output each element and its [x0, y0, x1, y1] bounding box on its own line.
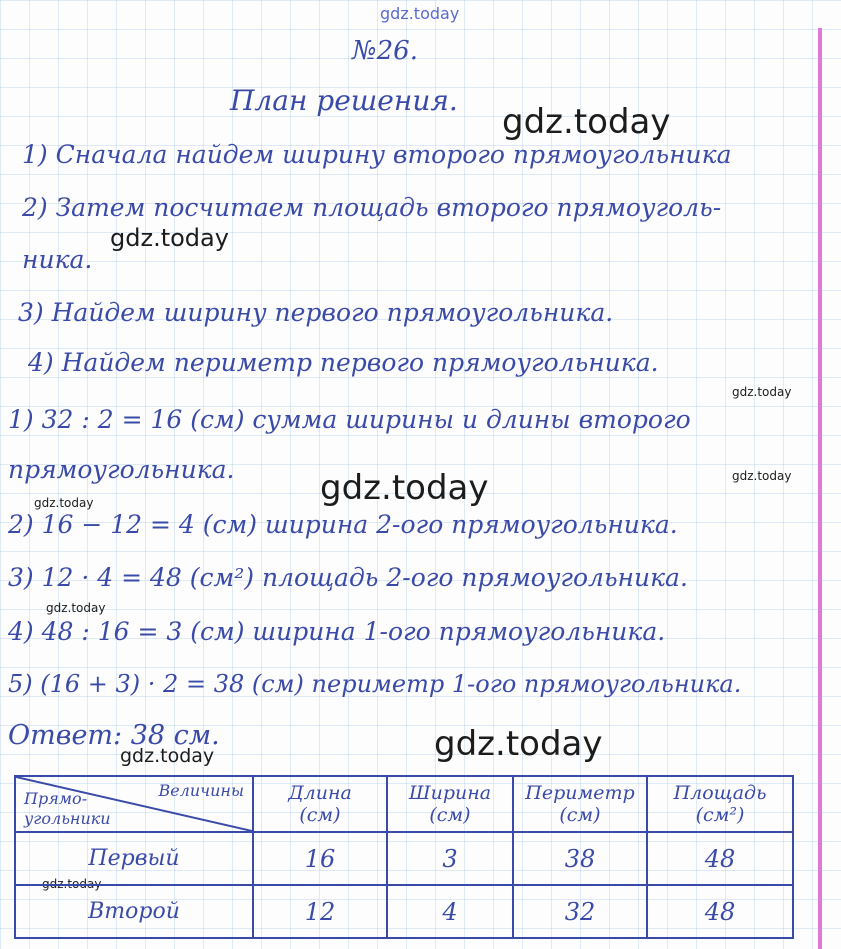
watermark-large: gdz.today — [320, 468, 489, 508]
solution-step-1-cont: прямоугольника. — [8, 455, 235, 484]
table-row — [15, 885, 793, 938]
solution-step-2: 2) 16 − 12 = 4 (см) ширина 2-ого прямоугольника. — [8, 510, 678, 539]
answer: Ответ: 38 см. — [8, 720, 220, 751]
corner-label-quantities: Величины — [158, 781, 244, 800]
plan-title: План решения. — [230, 84, 458, 117]
cell-second-perimeter: 32 — [513, 885, 647, 938]
table-corner-cell — [15, 776, 253, 832]
cell-second-width: 4 — [387, 885, 513, 938]
solution-step-3: 3) 12 · 4 = 48 (см²) площадь 2-ого прямоугольника. — [8, 563, 688, 592]
cell-first-width: 3 — [387, 832, 513, 885]
row-name-first: Первый — [15, 832, 253, 885]
cell-first-perimeter: 38 — [513, 832, 647, 885]
table-header-row — [15, 776, 793, 832]
watermark-large: gdz.today — [502, 102, 671, 142]
cell-second-area: 48 — [647, 885, 793, 938]
corner-label-rect-2: угольники — [24, 809, 111, 828]
cell-first-length: 16 — [253, 832, 387, 885]
solution-step-4: 4) 48 : 16 = 3 (см) ширина 1-ого прямоугольника. — [8, 617, 666, 646]
plan-step-2-cont: ника. — [22, 245, 93, 274]
solution-step-5: 5) (16 + 3) · 2 = 38 (см) периметр 1-ого прямоугольника. — [8, 670, 742, 698]
header-length: Длина (см) — [253, 776, 387, 832]
watermark-small: gdz.today — [46, 601, 106, 615]
watermark-medium: gdz.today — [110, 224, 229, 252]
plan-step-1: 1) Сначала найдем ширину второго прямоугольника — [22, 140, 732, 169]
watermark-small: gdz.today — [34, 496, 94, 510]
data-table — [14, 775, 794, 939]
header-perimeter: Периметр (см) — [513, 776, 647, 832]
solution-step-1: 1) 32 : 2 = 16 (см) сумма ширины и длины второго — [8, 405, 691, 434]
header-width: Ширина (см) — [387, 776, 513, 832]
table-row — [15, 832, 793, 885]
corner-label-rect-1: Прямо- — [24, 789, 88, 808]
cell-first-area: 48 — [647, 832, 793, 885]
plan-step-3: 3) Найдем ширину первого прямоугольника. — [18, 298, 614, 327]
plan-step-4: 4) Найдем периметр первого прямоугольника. — [28, 348, 659, 377]
cell-second-length: 12 — [253, 885, 387, 938]
problem-number: №26. — [352, 36, 418, 66]
watermark-large: gdz.today — [434, 724, 603, 764]
margin-line — [818, 28, 822, 949]
row-name-second: Второй — [15, 885, 253, 938]
watermark-top: gdz.today — [380, 4, 460, 23]
watermark-small: gdz.today — [732, 385, 792, 399]
plan-step-2: 2) Затем посчитаем площадь второго прямоуголь- — [22, 193, 722, 222]
header-area: Площадь (см²) — [647, 776, 793, 832]
watermark-small: gdz.today — [732, 469, 792, 483]
watermark-medium: gdz.today — [120, 745, 215, 767]
watermark-small: gdz.today — [42, 877, 102, 891]
